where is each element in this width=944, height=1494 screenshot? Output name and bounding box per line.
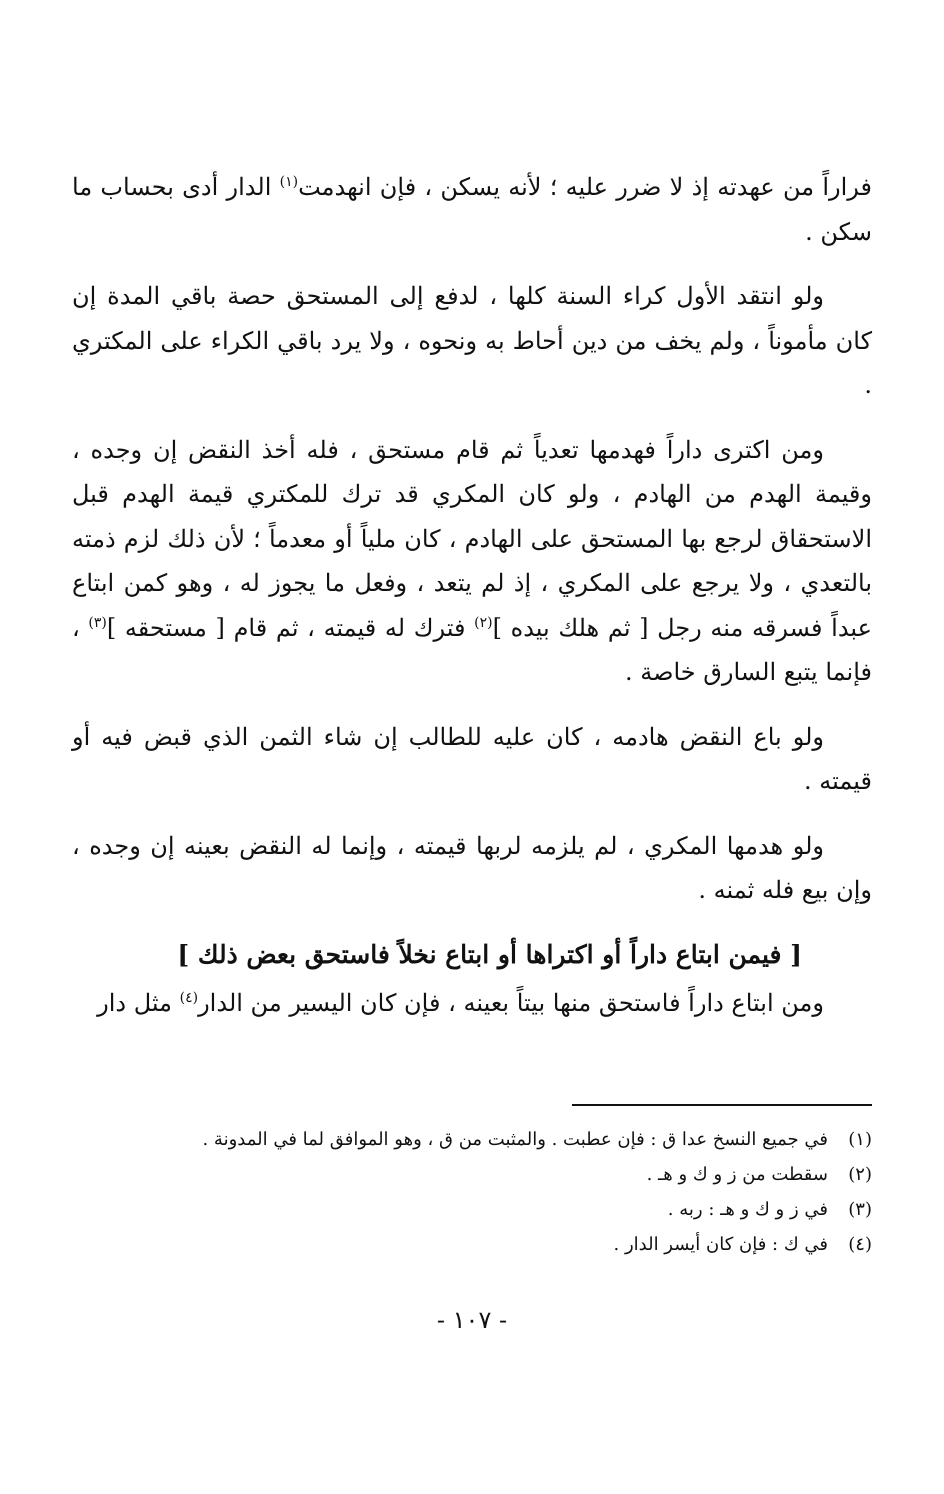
footnote-text: في جميع النسخ عدا ق : فإن عطبت . والمثبت من ق ، وهو الموافق لما في المدونة . (202, 1129, 828, 1150)
paragraph-6 (72, 981, 872, 1026)
footnote-separator (572, 1104, 872, 1106)
footnote-number: (٤) (848, 1234, 872, 1255)
paragraph-3-text-c: ، فإنما يتبع السارق خاصة . (72, 613, 872, 686)
footnote-text: سقطت من ز و ك و هـ . (646, 1164, 828, 1185)
paragraph-1-text-a: فراراً من عهدته إذ لا ضرر عليه ؛ لأنه يسكن ، فإن انهدمت (298, 173, 872, 201)
paragraph-5: ولو هدمها المكري ، لم يلزمه لربها قيمته ، وإنما له النقض بعينه إن وجده ، وإن بيع فله ثمنه . (72, 831, 872, 904)
footnote-1 (72, 1122, 872, 1157)
paragraph-1-text-b: الدار أدى بحساب ما سكن . (72, 173, 872, 246)
paragraph-6-text-b: مثل دار (97, 989, 180, 1017)
footnotes (72, 1122, 872, 1262)
footnote-number: (٢) (848, 1164, 872, 1185)
paragraph-4: ولو باع النقض هادمه ، كان عليه للطالب إن شاء الثمن الذي قبض فيه أو قيمته . (72, 722, 872, 795)
main-text (72, 165, 872, 1046)
footnote-number: (٣) (848, 1199, 872, 1220)
paragraph-3 (72, 428, 872, 695)
page-number: - ١٠٧ - (436, 1306, 508, 1334)
footnote-2 (72, 1157, 872, 1192)
paragraph-6-text-a: ومن ابتاع داراً فاستحق منها بيتاً بعينه ، فإن كان اليسير من الدار (198, 989, 824, 1017)
paragraph-1 (72, 165, 872, 254)
footnote-text: في ز و ك و هـ : ربه . (667, 1199, 828, 1220)
footnote-ref-2: (٢) (474, 614, 493, 631)
footnote-number: (١) (848, 1129, 872, 1150)
footnote-ref-4: (٤) (179, 990, 199, 1006)
section-heading: [ فيمن ابتاع داراً أو اكتراها أو ابتاع نخلاً فاستحق بعض ذلك ] (177, 939, 802, 969)
paragraph-3-text-a: ومن اكترى داراً فهدمها تعدياً ثم قام مستحق ، فله أخذ النقض إن وجده ، وقيمة الهدم من الهادم ، ولو كان المكري قد ترك للمكتري قيمة الهدم قبل الاستحقاق لرجع بها المستحق على الهادم ، كان ملياً أو معدماً ؛ لأن ذلك لزم ذمته بالتعدي ، ولا يرجع على المكري ، إذ لم يتعد ، وفعل ما يجوز له ، وهو كمن ابتاع عبداً فسرقه منه رجل [ ثم هلك بيده ] (72, 435, 872, 642)
footnote-text: في ك : فإن كان أيسر الدار . (613, 1234, 828, 1255)
footnote-3 (72, 1192, 872, 1227)
footnote-ref-3: (٣) (88, 614, 107, 631)
paragraph-2: ولو انتقد الأول كراء السنة كلها ، لدفع إلى المستحق حصة باقي المدة إن كان مأموناً ، ولم يخف من دين أحاط به ونحوه ، ولا يرد باقي الكراء على المكتري . (72, 282, 872, 399)
footnote-4 (72, 1227, 872, 1262)
paragraph-3-text-b: فترك له قيمته ، ثم قام [ مستحقه ] (106, 613, 475, 642)
footnote-ref-1: (١) (279, 174, 299, 190)
